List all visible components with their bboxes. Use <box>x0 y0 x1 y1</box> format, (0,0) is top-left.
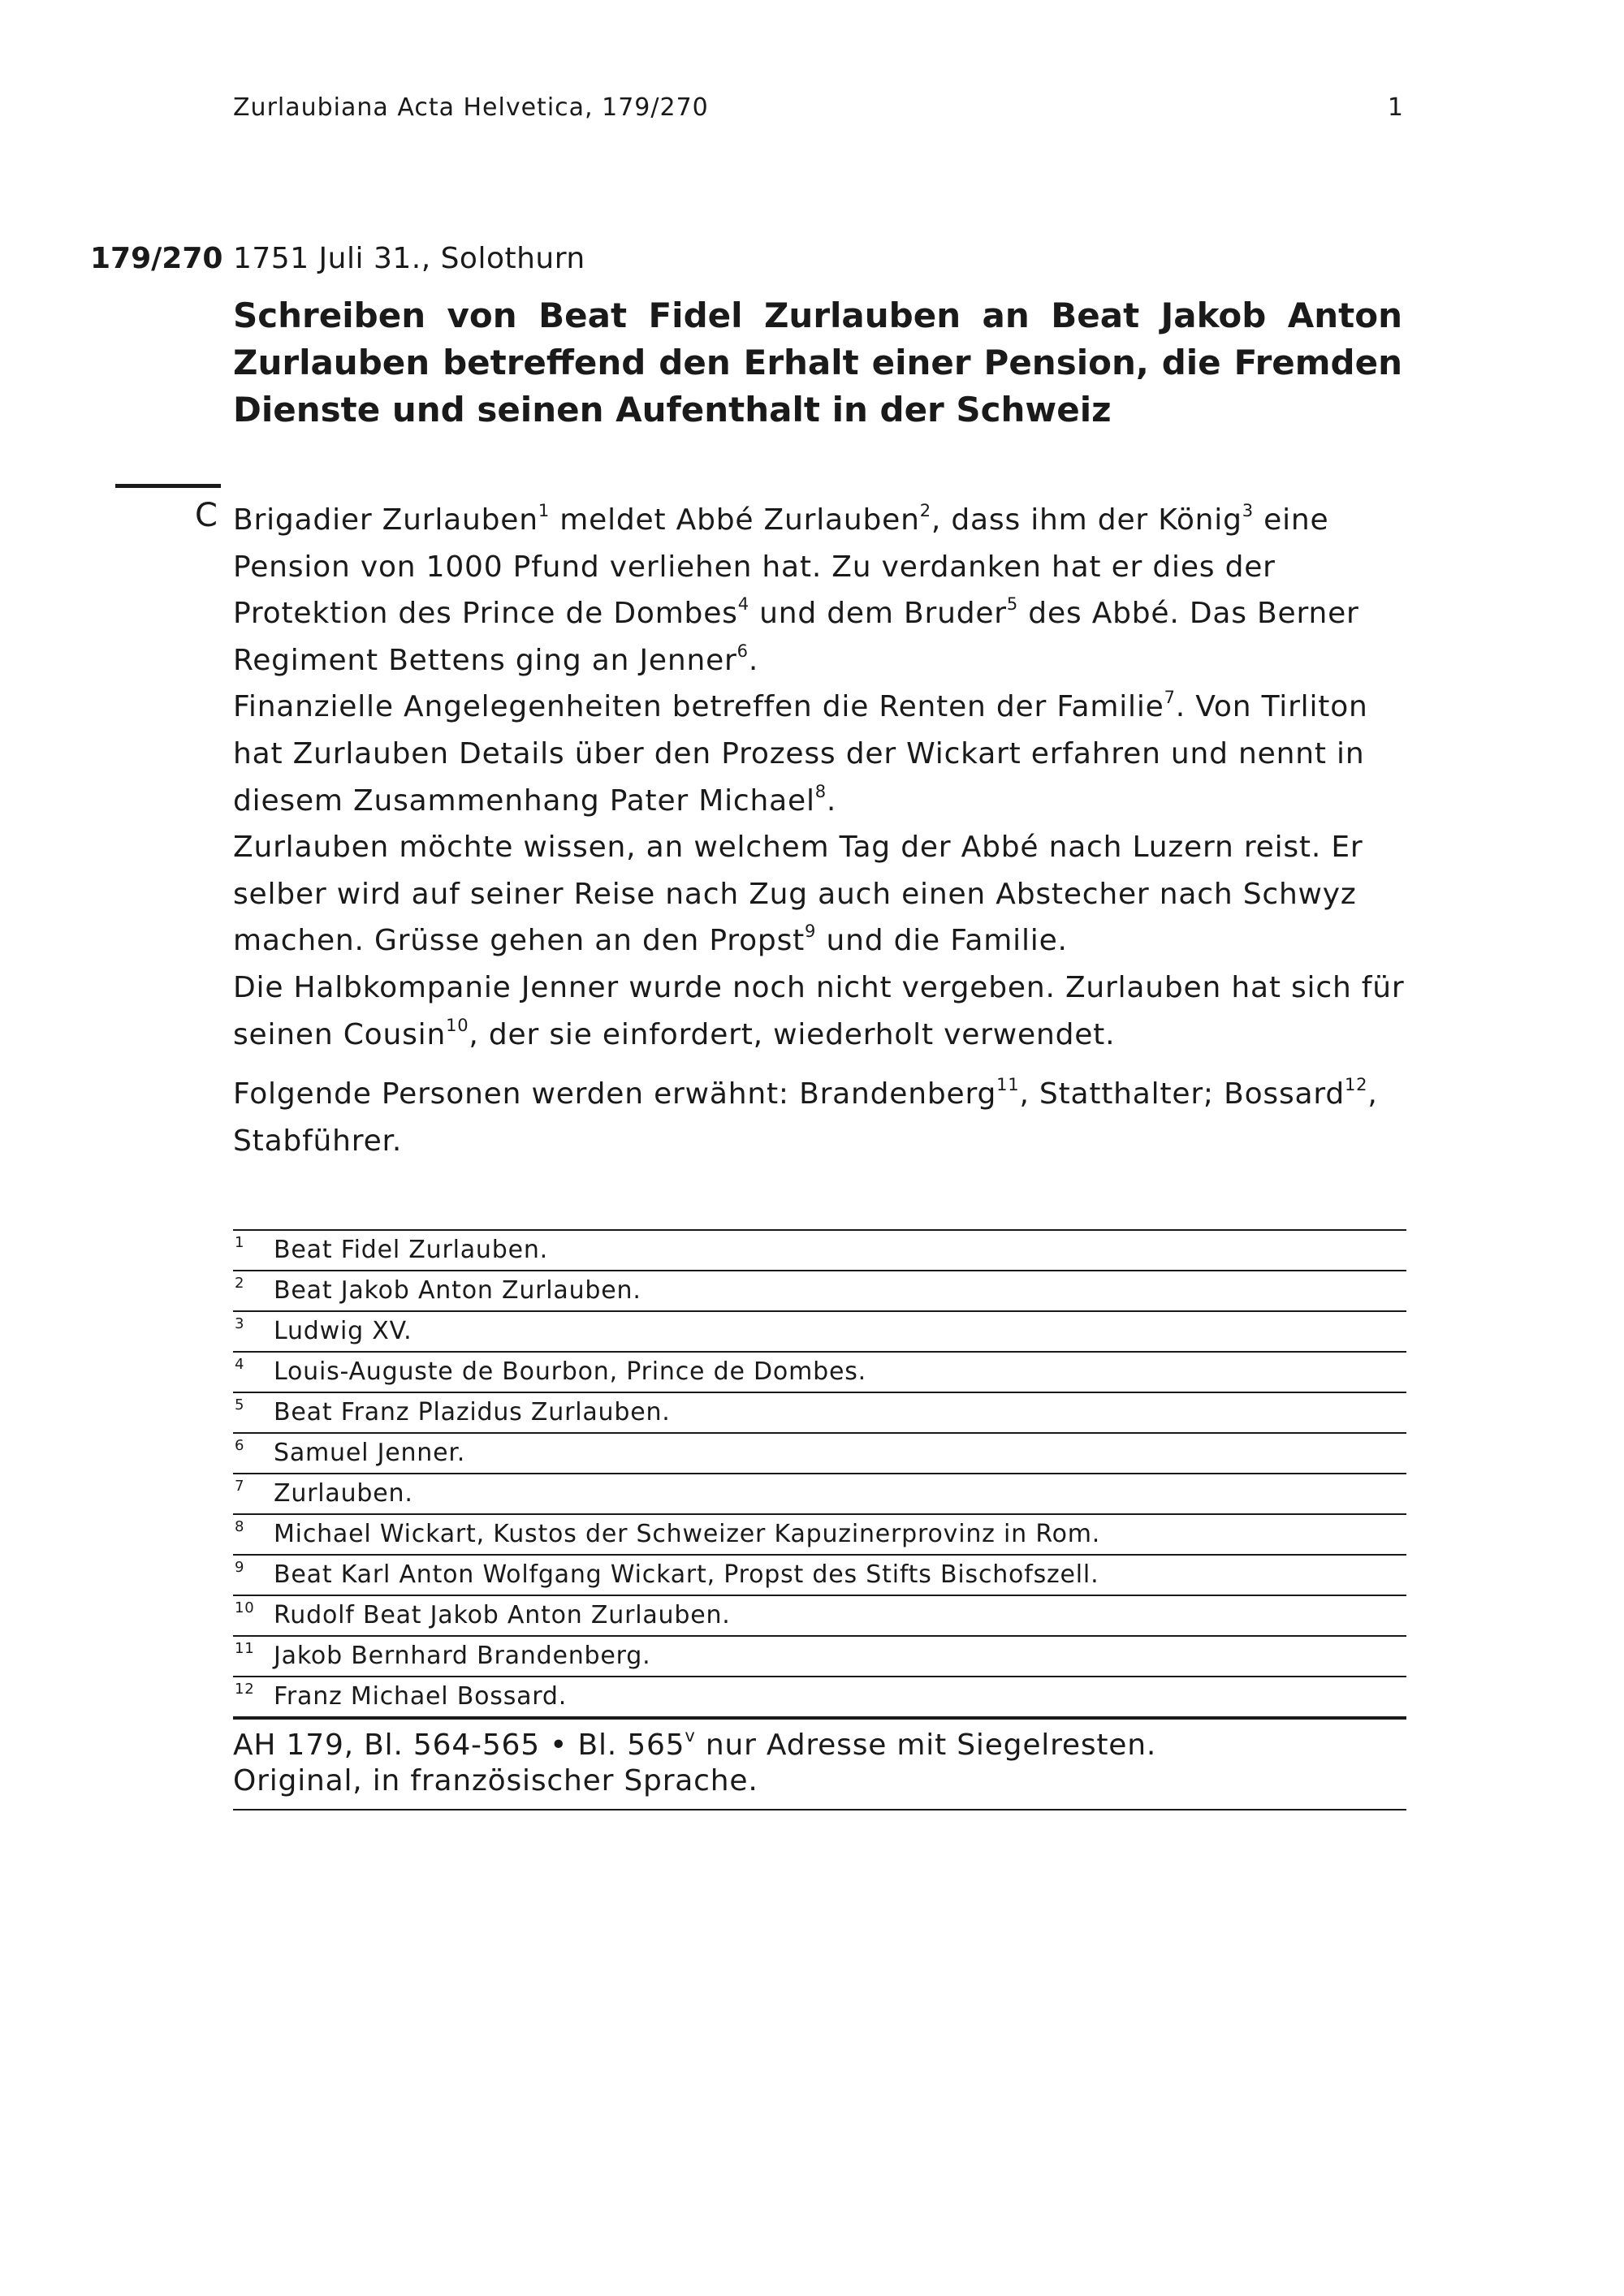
text-run: , dass ihm der König <box>931 503 1242 537</box>
footnote-text: Ludwig XV. <box>274 1317 412 1345</box>
footnote-row <box>233 1353 1406 1393</box>
footnote-text: Rudolf Beat Jakob Anton Zurlauben. <box>274 1601 731 1629</box>
footnote-number: 10 <box>235 1599 255 1616</box>
footnote-number: 1 <box>235 1234 245 1251</box>
footnote-text: Michael Wickart, Kustos der Schweizer Kapuzinerprovinz in Rom. <box>274 1520 1101 1548</box>
footnote-ref: 6 <box>736 641 749 661</box>
footnote-number: 8 <box>235 1518 245 1535</box>
summary-paragraph <box>233 824 1406 965</box>
text-run: nur Adresse mit Siegelresten. <box>695 1728 1157 1762</box>
text-run: , Statthalter; Bossard <box>1019 1077 1345 1111</box>
footnote-ref: 10 <box>446 1015 469 1035</box>
text-run: des Abbé. Das Berner Regiment Bettens ging an Jenner <box>233 597 1359 677</box>
footnote-row <box>233 1515 1406 1556</box>
footnote-row <box>233 1393 1406 1434</box>
summary-paragraph <box>233 684 1406 824</box>
running-title: Zurlaubiana Acta Helvetica, 179/270 <box>233 93 709 122</box>
text-run: AH 179, Bl. 564-565 • Bl. 565 <box>233 1728 685 1762</box>
footnote-ref: 7 <box>1164 688 1176 708</box>
source-note <box>233 1718 1406 1810</box>
footnote-text: Beat Fidel Zurlauben. <box>274 1236 548 1264</box>
text-run: und dem Bruder <box>749 597 1007 631</box>
entry-title: Schreiben von Beat Fidel Zurlauben an Beat Jakob Anton Zurlauben betreffend den Erhalt einer Pension, die Fremden Dienste und seinen Aufenthalt in der Schweiz <box>233 296 1402 429</box>
page-number: 1 <box>1387 93 1404 122</box>
footnote-ref: 4 <box>737 594 749 615</box>
footnote-text: Beat Jakob Anton Zurlauben. <box>274 1276 641 1305</box>
footnote-number: 7 <box>235 1478 245 1495</box>
text-run: . Von Tirliton hat Zurlauben Details über den Prozess der Wickart erfahren und nennt in diesem Zusammenhang Pater Michael <box>233 690 1368 818</box>
footnote-row <box>233 1434 1406 1474</box>
footnote-ref: 3 <box>1242 501 1254 520</box>
footnote-number: 9 <box>235 1559 245 1576</box>
text-run: und die Familie. <box>816 924 1068 958</box>
entry-number: 179/270 <box>90 242 223 275</box>
footnote-text: Zurlauben. <box>274 1479 413 1508</box>
margin-rule <box>115 484 221 488</box>
persons-mentioned <box>233 1071 1406 1164</box>
summary-paragraph <box>233 965 1406 1058</box>
text-run: Folgende Personen werden erwähnt: Brandenberg <box>233 1077 997 1111</box>
text-run: , Stabführer. <box>233 1077 1378 1158</box>
footnote-ref: 8 <box>814 781 827 801</box>
footnote-row <box>233 1556 1406 1596</box>
footnote-row <box>233 1677 1406 1718</box>
footnote-row <box>233 1312 1406 1353</box>
footnote-row <box>233 1596 1406 1637</box>
summary-text <box>233 497 1406 1164</box>
text-run: . <box>748 643 759 677</box>
footnote-number: 6 <box>235 1437 245 1454</box>
footnote-row <box>233 1637 1406 1677</box>
text-run: Die Halbkompanie Jenner wurde noch nicht vergeben. Zurlauben hat sich für seinen Cousin <box>233 970 1405 1051</box>
text-run: Zurlauben möchte wissen, an welchem Tag der Abbé nach Luzern reist. Er selber wird auf seiner Reise nach Zug auch einen Abstecher nach Schwyz machen. Grüsse gehen an den Propst <box>233 831 1363 958</box>
footnote-row <box>233 1271 1406 1312</box>
footnote-text: Jakob Bernhard Brandenberg. <box>274 1642 651 1670</box>
text-run: meldet Abbé Zurlauben <box>550 503 920 537</box>
footnote-text: Franz Michael Bossard. <box>274 1682 568 1711</box>
source-line-2: Original, in französischer Sprache. <box>233 1764 758 1798</box>
footnote-text: Louis-Auguste de Bourbon, Prince de Dombes. <box>274 1357 866 1386</box>
text-run: , der sie einfordert, wiederholt verwendet. <box>469 1017 1116 1051</box>
footnote-number: 12 <box>235 1681 255 1698</box>
text-run: . <box>826 783 837 818</box>
footnote-number: 4 <box>235 1356 245 1373</box>
running-header <box>233 93 1404 122</box>
footnote-row <box>233 1474 1406 1515</box>
footnote-number: 2 <box>235 1275 245 1292</box>
verso-mark: v <box>685 1726 696 1746</box>
source-line-1 <box>233 1728 1406 1763</box>
footnote-text: Samuel Jenner. <box>274 1439 466 1467</box>
entry-date: 1751 Juli 31., Solothurn <box>233 242 585 275</box>
footnote-ref: 11 <box>996 1075 1020 1095</box>
footnote-text: Beat Karl Anton Wolfgang Wickart, Propst des Stifts Bischofszell. <box>274 1560 1099 1589</box>
footnote-list <box>233 1229 1406 1718</box>
footnote-ref: 9 <box>805 921 817 942</box>
footnote-row <box>233 1231 1406 1271</box>
footnote-ref: 12 <box>1345 1075 1368 1095</box>
footnote-ref: 2 <box>919 501 931 520</box>
text-run: Finanzielle Angelegenheiten betreffen die Renten der Familie <box>233 690 1164 724</box>
footnote-number: 5 <box>235 1396 245 1413</box>
margin-letter: C <box>195 497 218 534</box>
footnote-number: 3 <box>235 1315 245 1332</box>
summary-paragraph <box>233 497 1406 684</box>
footnote-ref: 5 <box>1006 594 1019 615</box>
footnote-number: 11 <box>235 1640 255 1657</box>
text-run: Brigadier Zurlauben <box>233 503 538 537</box>
text-run: eine Pension von 1000 Pfund verliehen hat. Zu verdanken hat er dies der Protektion des Prince de Dombes <box>233 503 1329 631</box>
footnote-ref: 1 <box>538 501 551 520</box>
footnote-text: Beat Franz Plazidus Zurlauben. <box>274 1398 671 1426</box>
